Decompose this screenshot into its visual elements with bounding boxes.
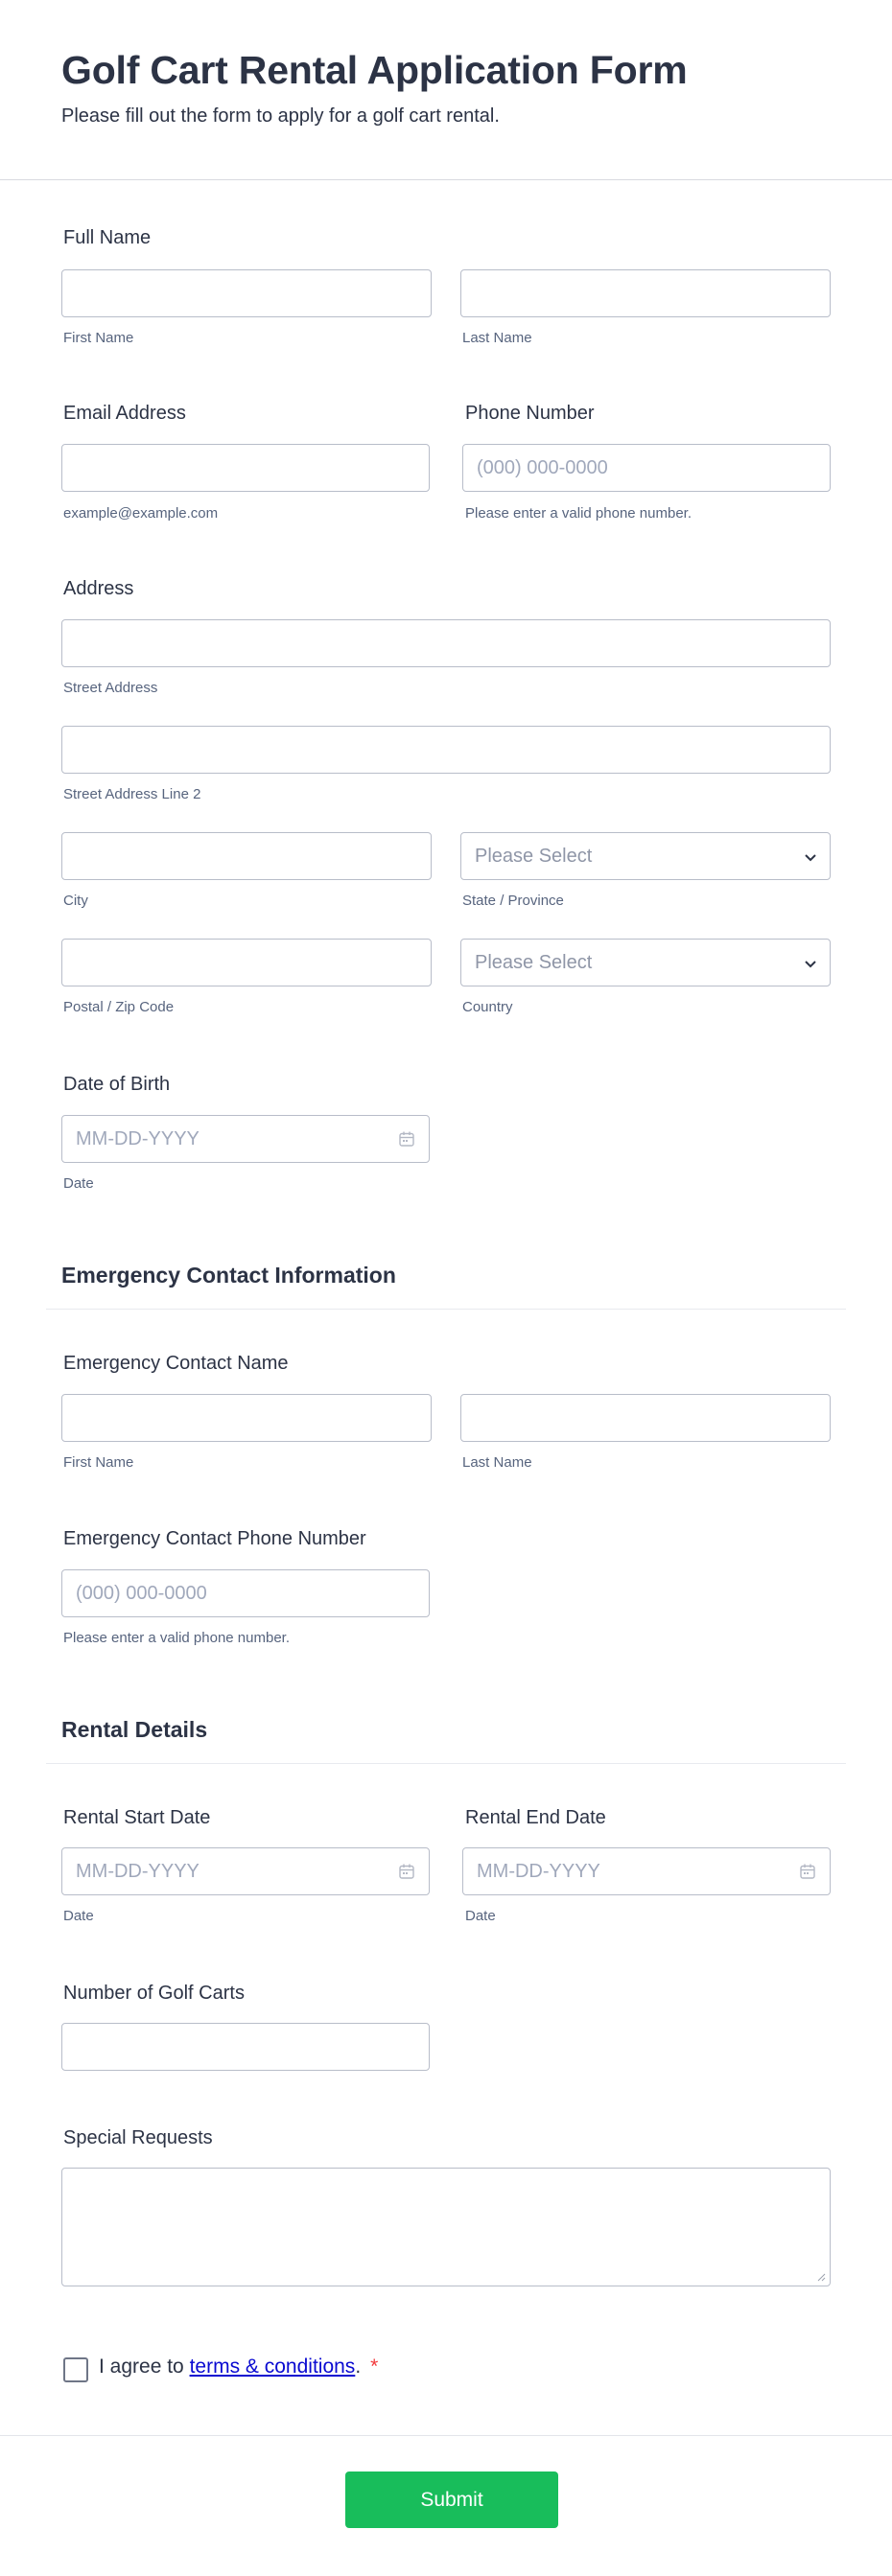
emergency-last-name-sublabel: Last Name xyxy=(462,1454,532,1471)
street-address-line2-input[interactable] xyxy=(61,726,831,774)
last-name-input[interactable] xyxy=(460,269,831,317)
golf-carts-input[interactable] xyxy=(61,2023,430,2071)
street-address-input[interactable] xyxy=(61,619,831,667)
phone-input[interactable] xyxy=(462,444,831,492)
emergency-phone-sublabel: Please enter a valid phone number. xyxy=(63,1630,290,1646)
rental-start-input[interactable] xyxy=(61,1847,430,1895)
email-sublabel: example@example.com xyxy=(63,505,219,522)
dob-label: Date of Birth xyxy=(63,1074,171,1095)
calendar-icon[interactable] xyxy=(398,1863,415,1880)
form-header xyxy=(0,0,892,180)
golf-carts-label: Number of Golf Carts xyxy=(63,1983,245,2004)
dob-placeholder: MM-DD-YYYY xyxy=(76,1127,200,1149)
zip-sublabel: Postal / Zip Code xyxy=(63,999,175,1015)
city-sublabel: City xyxy=(63,893,88,909)
state-select-value: Please Select xyxy=(475,845,593,867)
footer-divider xyxy=(0,2435,892,2436)
terms-agreement-text xyxy=(99,2356,378,2379)
emergency-last-name-input[interactable] xyxy=(460,1394,831,1442)
rental-section-heading: Rental Details xyxy=(61,1717,208,1742)
dob-sublabel: Date xyxy=(63,1175,94,1192)
emergency-phone-label: Emergency Contact Phone Number xyxy=(63,1528,366,1549)
emergency-first-name-input[interactable] xyxy=(61,1394,432,1442)
emergency-phone-input[interactable] xyxy=(61,1569,430,1617)
phone-label: Phone Number xyxy=(465,403,595,424)
email-input[interactable] xyxy=(61,444,430,492)
terms-link[interactable]: terms & conditions xyxy=(189,2356,356,2378)
terms-checkbox[interactable] xyxy=(63,2357,88,2382)
street-address-sublabel: Street Address xyxy=(63,680,158,696)
calendar-icon[interactable] xyxy=(398,1130,415,1148)
street-address-line2-sublabel: Street Address Line 2 xyxy=(63,786,201,802)
country-select-value: Please Select xyxy=(475,951,593,973)
state-select[interactable] xyxy=(460,832,831,880)
calendar-icon[interactable] xyxy=(799,1863,816,1880)
submit-button[interactable]: Submit xyxy=(345,2472,558,2528)
emergency-section-divider xyxy=(46,1309,846,1310)
address-label: Address xyxy=(63,578,134,599)
state-sublabel: State / Province xyxy=(462,893,564,909)
first-name-sublabel: First Name xyxy=(63,330,134,346)
chevron-down-icon xyxy=(803,956,818,971)
terms-prefix: I agree to xyxy=(99,2356,190,2378)
rental-section-divider xyxy=(46,1763,846,1764)
country-sublabel: Country xyxy=(462,999,513,1015)
dob-input[interactable] xyxy=(61,1115,430,1163)
rental-end-input[interactable] xyxy=(462,1847,831,1895)
rental-end-label: Rental End Date xyxy=(465,1807,606,1828)
resize-handle-icon[interactable] xyxy=(816,2272,826,2282)
phone-placeholder: (000) 000-0000 xyxy=(477,456,608,478)
special-requests-label: Special Requests xyxy=(63,2127,213,2148)
rental-start-label: Rental Start Date xyxy=(63,1807,211,1828)
rental-end-sublabel: Date xyxy=(465,1908,496,1924)
zip-input[interactable] xyxy=(61,939,432,986)
city-input[interactable] xyxy=(61,832,432,880)
form-title: Golf Cart Rental Application Form xyxy=(61,48,688,92)
rental-start-placeholder: MM-DD-YYYY xyxy=(76,1860,200,1882)
emergency-phone-placeholder: (000) 000-0000 xyxy=(76,1582,207,1604)
emergency-section-heading: Emergency Contact Information xyxy=(61,1263,396,1288)
first-name-input[interactable] xyxy=(61,269,432,317)
full-name-label: Full Name xyxy=(63,227,152,248)
emergency-first-name-sublabel: First Name xyxy=(63,1454,134,1471)
form-subtitle: Please fill out the form to apply for a golf cart rental. xyxy=(61,105,500,127)
email-label: Email Address xyxy=(63,403,186,424)
required-asterisk: * xyxy=(370,2356,379,2378)
phone-sublabel: Please enter a valid phone number. xyxy=(465,505,692,522)
emergency-name-label: Emergency Contact Name xyxy=(63,1353,289,1374)
chevron-down-icon xyxy=(803,849,818,865)
special-requests-textarea[interactable] xyxy=(61,2168,831,2286)
rental-start-sublabel: Date xyxy=(63,1908,94,1924)
last-name-sublabel: Last Name xyxy=(462,330,532,346)
rental-end-placeholder: MM-DD-YYYY xyxy=(477,1860,600,1882)
country-select[interactable] xyxy=(460,939,831,986)
terms-suffix: . xyxy=(355,2356,362,2378)
